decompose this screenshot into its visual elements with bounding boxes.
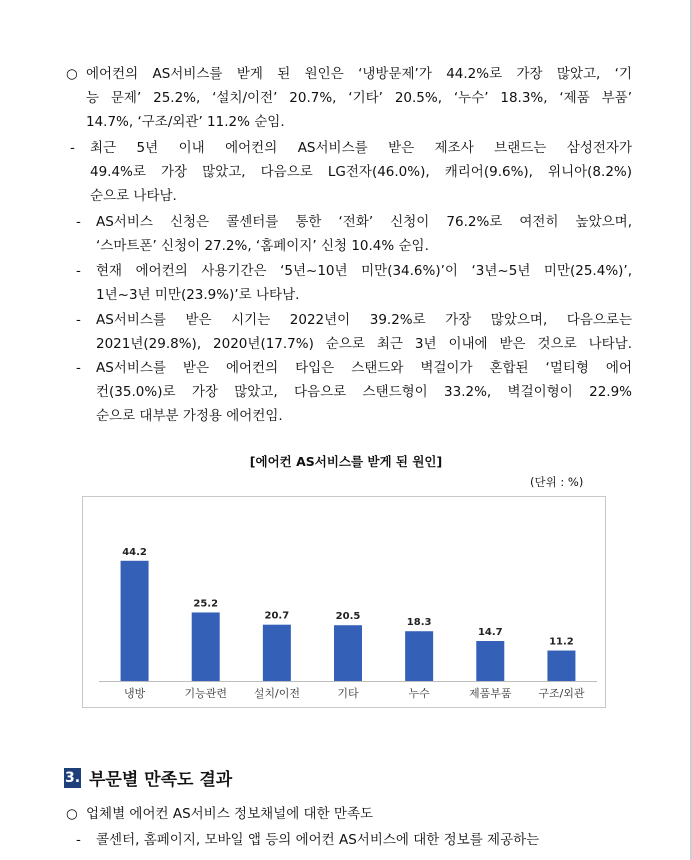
paragraph-info-channel	[66, 802, 632, 826]
bar-value-label: 14.7	[477, 627, 503, 639]
bar-value-label: 11.2	[549, 636, 574, 648]
dash-bullet: -	[76, 312, 81, 328]
bar-1	[192, 612, 220, 681]
text-line: AS서비스 신청은 콜센터를 통한 ‘전화’ 신청이 76.2%로 여전히 높았으며,	[96, 214, 632, 230]
text-line: 최근 5년 이내 에어컨의 AS서비스를 받은 제조사 브랜드는 삼성전자가	[90, 140, 632, 156]
bar-3	[334, 625, 362, 681]
bar-6	[547, 651, 575, 681]
paragraph-service-year	[76, 308, 632, 356]
chart-unit-label: (단위 : %)	[530, 475, 584, 489]
bar-4	[405, 631, 433, 681]
category-label: 제품부품	[469, 687, 512, 700]
text-line: 1년~3년 미만(23.9%)’로 나타남.	[96, 287, 300, 303]
category-label: 기능관련	[184, 687, 227, 700]
text-line: AS서비스를 받은 에어컨의 타입은 스탠드와 벽걸이가 혼합된 ‘멀티형 에어	[96, 360, 632, 376]
bar-5	[476, 641, 504, 681]
dash-bullet: -	[76, 360, 81, 376]
paragraph-repair-cause	[66, 62, 632, 134]
bar-value-label: 44.2	[122, 546, 147, 558]
category-label: 설치/이전	[253, 687, 300, 700]
paragraph-aircon-type	[76, 356, 632, 428]
bar-value-label: 25.2	[193, 598, 219, 610]
section-number: 3.	[64, 769, 81, 786]
paragraph-brand	[70, 136, 632, 208]
paragraph-usage-period	[76, 259, 632, 307]
text-line: 순으로 대부분 가정용 에어컨임.	[96, 408, 283, 424]
circle-bullet: ○	[66, 806, 78, 822]
text-line: 순으로 나타남.	[90, 188, 177, 204]
text-line: 현재 에어컨의 사용기간은 ‘5년~10년 미만(34.6%)’이 ‘3년~5년 미만(25.4%)’,	[96, 263, 632, 279]
text-line: 14.7%, ‘구조/외관’ 11.2% 순임.	[86, 114, 285, 130]
text-line: 콜센터, 홈페이지, 모바일 앱 등의 에어컨 AS서비스에 대한 정보를 제공하는	[96, 832, 540, 848]
text-line: AS서비스를 받은 시기는 2022년이 39.2%로 가장 많았으며, 다음으로는	[96, 312, 632, 328]
dash-bullet: -	[70, 140, 75, 156]
dash-bullet: -	[76, 832, 81, 848]
bar-value-label: 18.3	[406, 617, 432, 629]
category-label: 누수	[408, 687, 430, 700]
text-line: 컨(35.0%)로 가장 많았고, 다음으로 스탠드형이 33.2%, 벽걸이형이 22.9%	[96, 384, 632, 400]
section-heading	[64, 765, 232, 790]
text-line: 능 문제’ 25.2%, ‘설치/이전’ 20.7%, ‘기타’ 20.5%, ‘누수’ 18.3%, ‘제품 부품’	[86, 90, 632, 106]
text-line: 49.4%로 가장 많았고, 다음으로 LG전자(46.0%), 캐리어(9.6%), 위니아(8.2%)	[90, 164, 632, 180]
bar-chart-svg	[83, 497, 607, 709]
bar-value-label: 20.7	[264, 610, 290, 622]
text-line: ‘스마트폰’ 신청이 27.2%, ‘홈페이지’ 신청 10.4% 순임.	[96, 238, 429, 254]
bar-0	[121, 561, 149, 681]
bar-2	[263, 625, 291, 681]
bar-chart	[82, 496, 606, 708]
text-line: 업체별 에어컨 AS서비스 정보채널에 대한 만족도	[86, 806, 374, 822]
circle-bullet: ○	[66, 66, 78, 82]
category-label: 구조/외관	[538, 687, 585, 700]
category-label: 기타	[337, 687, 359, 700]
paragraph-info-provision	[76, 828, 632, 852]
text-line: 에어컨의 AS서비스를 받게 된 원인은 ‘냉방문제’가 44.2%로 가장 많았고, ‘기	[86, 66, 632, 82]
dash-bullet: -	[76, 214, 81, 230]
paragraph-request-channel	[76, 210, 632, 258]
dash-bullet: -	[76, 263, 81, 279]
chart-title: [에어컨 AS서비스를 받게 된 원인]	[249, 454, 443, 469]
category-label: 냉방	[123, 687, 146, 700]
bar-value-label: 20.5	[335, 611, 361, 623]
section-title: 부문별 만족도 결과	[89, 770, 233, 790]
text-line: 2021년(29.8%), 2020년(17.7%) 순으로 최근 3년 이내에 받은 것으로 나타남.	[96, 336, 632, 352]
